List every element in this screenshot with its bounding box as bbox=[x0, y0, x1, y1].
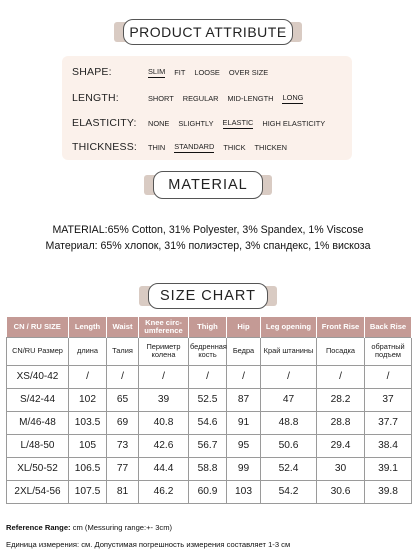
attr-option: SHORT bbox=[148, 93, 174, 103]
table-cell: / bbox=[69, 365, 107, 388]
note-value: cm (Messuring range:+- 3cm) bbox=[70, 523, 173, 532]
size-chart-table bbox=[6, 317, 412, 504]
table-cell: / bbox=[107, 365, 139, 388]
table-row bbox=[7, 365, 412, 388]
table-cell: 47 bbox=[261, 388, 317, 411]
table-header-cell: Leg opening bbox=[261, 317, 317, 337]
table-cell: 38.4 bbox=[365, 434, 412, 457]
table-cell: 52.4 bbox=[261, 457, 317, 480]
attr-option: FIT bbox=[174, 67, 186, 77]
table-cell: 54.2 bbox=[261, 480, 317, 503]
table-cell: 39 bbox=[139, 388, 189, 411]
table-header-cell: CN / RU SIZE bbox=[7, 317, 69, 337]
table-cell: 54.6 bbox=[189, 411, 227, 434]
table-cell: 40.8 bbox=[139, 411, 189, 434]
table-row bbox=[7, 434, 412, 457]
table-cell: 30 bbox=[317, 457, 365, 480]
table-cell: 60.9 bbox=[189, 480, 227, 503]
table-cell: 48.8 bbox=[261, 411, 317, 434]
material-text-ru: Материал: 65% хлопок, 31% полиэстер, 3% спандекс, 1% вискоза bbox=[45, 240, 371, 252]
table-cell: / bbox=[189, 365, 227, 388]
attr-label: THICKNESS: bbox=[72, 141, 138, 153]
table-cell: 95 bbox=[227, 434, 261, 457]
table-cell: / bbox=[227, 365, 261, 388]
table-cell: 37.7 bbox=[365, 411, 412, 434]
table-cell: 103 bbox=[227, 480, 261, 503]
attr-option-selected: STANDARD bbox=[174, 141, 215, 151]
table-cell: длина bbox=[69, 337, 107, 365]
table-cell: / bbox=[365, 365, 412, 388]
table-cell: M/46-48 bbox=[7, 411, 69, 434]
attr-label: ELASTICITY: bbox=[72, 117, 137, 129]
attr-option-selected: LONG bbox=[282, 92, 304, 102]
table-cell: 58.8 bbox=[189, 457, 227, 480]
attr-option-selected: ELASTIC bbox=[222, 117, 254, 127]
attr-option-selected: SLIM bbox=[148, 66, 166, 76]
table-header-cell: Hip bbox=[227, 317, 261, 337]
table-row-ru-header bbox=[7, 337, 412, 365]
table-cell: 29.4 bbox=[317, 434, 365, 457]
table-cell: 105 bbox=[69, 434, 107, 457]
material-heading-wrap bbox=[0, 170, 416, 200]
size-chart-heading: SIZE CHART bbox=[148, 283, 268, 309]
table-cell: XS/40-42 bbox=[7, 365, 69, 388]
attr-option: HIGH ELASTICITY bbox=[262, 118, 326, 128]
table-cell: Талия bbox=[107, 337, 139, 365]
table-cell: S/42-44 bbox=[7, 388, 69, 411]
size-chart-heading-wrap bbox=[0, 282, 416, 310]
attr-option: OVER SIZE bbox=[228, 67, 269, 77]
attr-option: MID-LENGTH bbox=[227, 93, 274, 103]
material-heading: MATERIAL bbox=[153, 171, 263, 199]
table-row bbox=[7, 480, 412, 503]
table-header-cell: Knee circ-umference bbox=[139, 317, 189, 337]
table-cell: 42.6 bbox=[139, 434, 189, 457]
table-cell: 39.1 bbox=[365, 457, 412, 480]
table-cell: 46.2 bbox=[139, 480, 189, 503]
table-cell: Край штанины bbox=[261, 337, 317, 365]
table-cell: 91 bbox=[227, 411, 261, 434]
table-cell: 28.8 bbox=[317, 411, 365, 434]
table-cell: 50.6 bbox=[261, 434, 317, 457]
table-cell: / bbox=[139, 365, 189, 388]
note-label: Reference Range: bbox=[6, 523, 71, 532]
table-cell: 30.6 bbox=[317, 480, 365, 503]
table-header-row bbox=[7, 317, 412, 337]
attr-label: LENGTH: bbox=[72, 92, 119, 104]
table-cell: 77 bbox=[107, 457, 139, 480]
table-cell: 56.7 bbox=[189, 434, 227, 457]
table-cell: Периметр колена bbox=[139, 337, 189, 365]
measurement-note-ru: Единица измерения: см. Допустимая погрешность измерения составляет 1-3 см bbox=[6, 540, 291, 549]
table-header-cell: Front Rise bbox=[317, 317, 365, 337]
attr-option: THIN bbox=[148, 142, 166, 152]
table-cell: 2XL/54-56 bbox=[7, 480, 69, 503]
product-attribute-heading: PRODUCT ATTRIBUTE bbox=[123, 19, 293, 45]
attr-option: THICKEN bbox=[254, 142, 287, 152]
material-text-en: MATERIAL:65% Cotton, 31% Polyester, 3% Spandex, 1% Viscose bbox=[52, 224, 364, 236]
table-cell: 99 bbox=[227, 457, 261, 480]
table-cell: 37 bbox=[365, 388, 412, 411]
attr-row-elasticity bbox=[72, 115, 334, 131]
table-cell: 87 bbox=[227, 388, 261, 411]
table-header-cell: Waist bbox=[107, 317, 139, 337]
table-cell: 103.5 bbox=[69, 411, 107, 434]
table-cell: L/48-50 bbox=[7, 434, 69, 457]
table-cell: 44.4 bbox=[139, 457, 189, 480]
attr-option: SLIGHTLY bbox=[178, 118, 214, 128]
attr-option: LOOSE bbox=[194, 67, 220, 77]
table-cell: Посадка bbox=[317, 337, 365, 365]
table-cell: 73 bbox=[107, 434, 139, 457]
table-cell: обратный подъем bbox=[365, 337, 412, 365]
table-cell: 39.8 bbox=[365, 480, 412, 503]
attr-option: REGULAR bbox=[182, 93, 219, 103]
attr-option: NONE bbox=[148, 118, 170, 128]
attr-row-shape bbox=[72, 64, 277, 80]
table-cell: XL/50-52 bbox=[7, 457, 69, 480]
table-row bbox=[7, 457, 412, 480]
table-cell: Бедра bbox=[227, 337, 261, 365]
product-attribute-heading-wrap bbox=[0, 18, 416, 46]
table-row bbox=[7, 388, 412, 411]
table-header-cell: Back Rise bbox=[365, 317, 412, 337]
table-cell: 28.2 bbox=[317, 388, 365, 411]
table-cell: бедренная кость bbox=[189, 337, 227, 365]
table-cell: 65 bbox=[107, 388, 139, 411]
table-header-cell: Length bbox=[69, 317, 107, 337]
table-cell: 81 bbox=[107, 480, 139, 503]
table-cell: 107.5 bbox=[69, 480, 107, 503]
table-row bbox=[7, 411, 412, 434]
table-cell: 69 bbox=[107, 411, 139, 434]
table-cell: 102 bbox=[69, 388, 107, 411]
table-cell: 106.5 bbox=[69, 457, 107, 480]
table-cell: CN/RU Размер bbox=[7, 337, 69, 365]
table-cell: 52.5 bbox=[189, 388, 227, 411]
reference-range-note bbox=[6, 523, 172, 532]
table-header-cell: Thigh bbox=[189, 317, 227, 337]
attribute-panel bbox=[62, 56, 352, 160]
table-cell: / bbox=[317, 365, 365, 388]
table-cell: / bbox=[261, 365, 317, 388]
attr-option: THICK bbox=[223, 142, 246, 152]
attr-label: SHAPE: bbox=[72, 66, 112, 78]
attr-row-length bbox=[72, 90, 312, 106]
attr-row-thickness bbox=[72, 139, 296, 155]
